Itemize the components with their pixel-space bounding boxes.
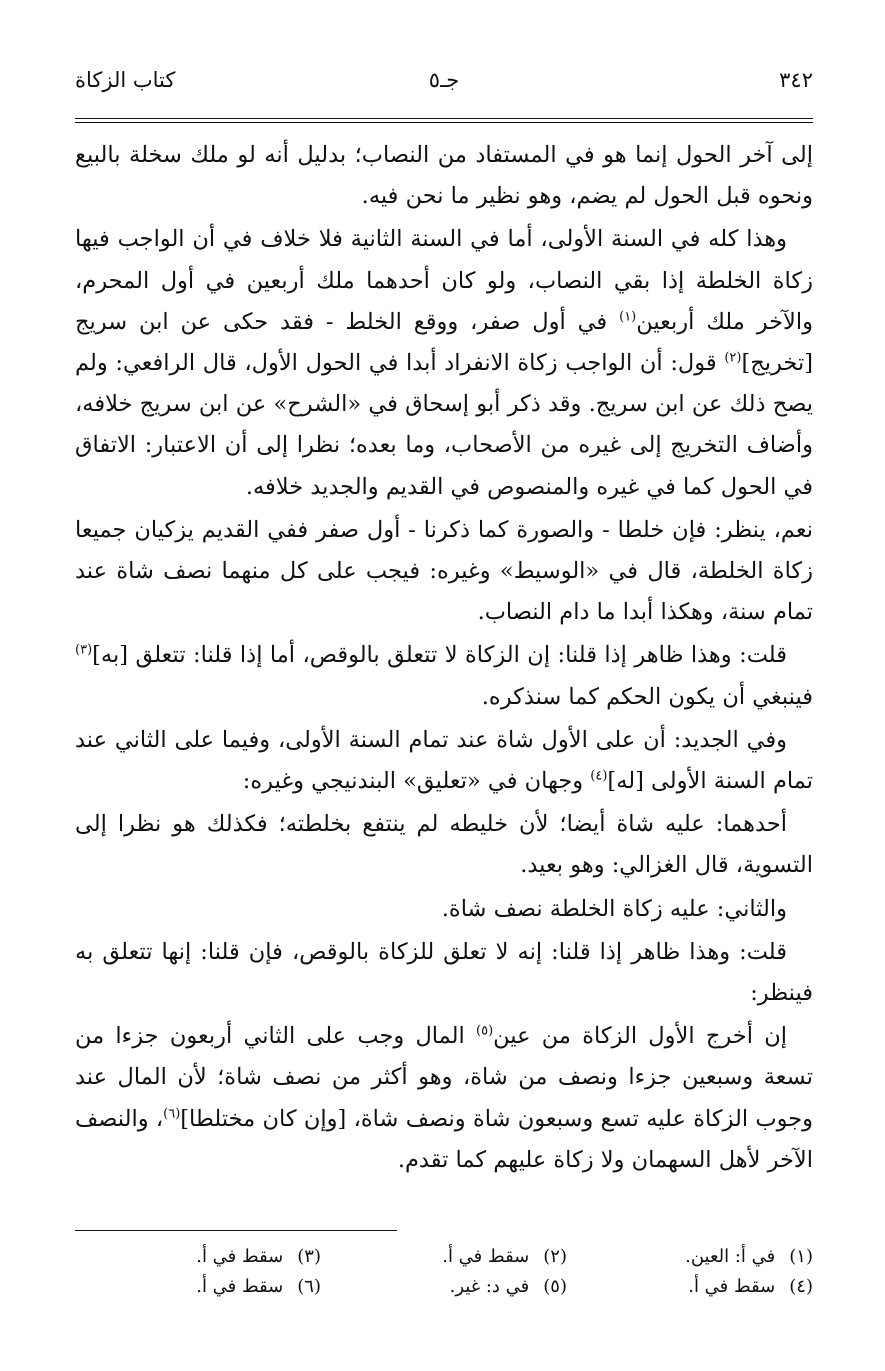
header-divider — [75, 118, 813, 119]
footnote — [321, 1242, 567, 1272]
page-number: ٣٤٢ — [779, 68, 813, 92]
header-divider-second — [75, 122, 813, 123]
paragraph — [75, 1016, 813, 1181]
text-segment: وجهان في «تعليق» البندنيجي وغيره: — [242, 768, 591, 795]
page-header — [75, 60, 813, 110]
footnote-marker: (٥) — [476, 1023, 494, 1039]
footnote — [75, 1272, 321, 1302]
text-segment: قلت: وهذا ظاهر إذا قلنا: إن الزكاة لا تتعلق بالوقص، أما إذا قلنا: تتعلق [به] — [92, 642, 787, 669]
footnote-text: في أ: العين. — [685, 1246, 776, 1267]
footnote-text: سقط في أ. — [196, 1246, 284, 1267]
footnote-number: (٦) — [297, 1276, 321, 1297]
text-segment: والثاني: عليه زكاة الخلطة نصف شاة. — [441, 895, 787, 922]
footnote — [321, 1272, 567, 1302]
footnote-number: (٤) — [789, 1276, 813, 1297]
text-segment: وفي الجديد: أن على الأول شاة عند تمام السنة الأولى، وفيما على الثاني عند تمام السنة الأولى [له] — [75, 726, 813, 795]
text-segment: نعم، ينظر: فإن خلطا - والصورة كما ذكرنا - أول صفر ففي القديم يزكيان جميعا زكاة الخلطة، قال في «الوسيط» وغيره: فيجب على كل منهما نصف شاة عند تمام سنة، وهكذا أبدا ما دام النصاب. — [75, 516, 813, 626]
text-segment: وهذا كله في السنة الأولى، أما في السنة الثانية فلا خلاف في أن الواجب فيها زكاة الخلطة إذا بقي النصاب، ولو كان أحدهما ملك أربعين في أول المحرم، والآخر ملك أربعين — [75, 226, 813, 335]
footnote-text: سقط في أ. — [442, 1246, 530, 1267]
footnote-row — [75, 1272, 813, 1302]
footnote-marker: (٣) — [75, 642, 93, 658]
footnote — [75, 1242, 321, 1272]
paragraph — [75, 932, 813, 1014]
footnote-text: في د: غير. — [449, 1276, 530, 1297]
footnote-number: (١) — [789, 1246, 813, 1267]
footnote-marker: (١) — [619, 309, 637, 325]
footnote-marker: (٦) — [163, 1106, 181, 1122]
paragraph — [75, 510, 813, 634]
footnote-divider — [75, 1230, 397, 1231]
footnote — [567, 1242, 813, 1272]
footnote-text: سقط في أ. — [688, 1276, 776, 1297]
footnote-text: سقط في أ. — [196, 1276, 284, 1297]
volume-label: جـ٥ — [428, 68, 460, 92]
footnote-marker: (٤) — [590, 768, 608, 784]
text-segment: في أول صفر، ووقع الخلط - فقد حكى عن ابن سريج [تخريج] — [75, 308, 813, 377]
text-segment: ، والنصف الآخر لأهل السهمان ولا زكاة عليهم كما تقدم. — [75, 1105, 813, 1173]
footnote-number: (٥) — [543, 1276, 567, 1297]
footnote — [567, 1272, 813, 1302]
footnotes — [75, 1242, 813, 1302]
main-text — [75, 135, 813, 1181]
footnote-row — [75, 1242, 813, 1272]
text-segment: فينبغي أن يكون الحكم كما سنذكره. — [481, 683, 813, 710]
text-segment: قلت: وهذا ظاهر إذا قلنا: إنه لا تعلق للزكاة بالوقص، فإن قلنا: إنها تتعلق به فينظر: — [75, 938, 813, 1007]
footnote-marker: (٢) — [724, 350, 742, 366]
text-segment: إلى آخر الحول إنما هو في المستفاد من النصاب؛ بدليل أنه لو ملك سخلة بالبيع ونحوه قبل الحول لم يضم، وهو نظير ما نحن فيه. — [75, 142, 813, 210]
paragraph — [75, 804, 813, 886]
paragraph — [75, 135, 813, 217]
book-page — [75, 60, 813, 1320]
footnote-number: (٢) — [543, 1246, 567, 1267]
text-segment: إن أخرج الأول الزكاة من عين — [493, 1023, 787, 1050]
book-title: كتاب الزكاة — [75, 68, 176, 92]
text-segment: المال وجب على الثاني أربعون جزءا من تسعة وسبعين جزءا ونصف من شاة، وهو أكثر من نصف شاة؛ لأن المال عند وجوب الزكاة عليه تسع وسبعون شاة ونصف شاة، [وإن كان مختلطا] — [75, 1023, 813, 1132]
footnote-number: (٣) — [297, 1246, 321, 1267]
paragraph — [75, 219, 813, 507]
text-segment: قول: أن الواجب زكاة الانفراد أبدا في الحول الأول، قال الرافعي: ولم يصح ذلك عن ابن سريج. وقد ذكر أبو إسحاق في «الشرح» عن ابن سريج خلافه، وأضاف التخريج إلى غيره من الأصحاب، وما بعده؛ نظرا إلى أن الاعتبار: الاتفاق في الحول كما في غيره والمنصوص في القديم والجديد خلافه. — [75, 350, 813, 500]
text-segment: أحدهما: عليه شاة أيضا؛ لأن خليطه لم ينتفع بخلطته؛ فكذلك هو نظرا إلى التسوية، قال الغزالي: وهو بعيد. — [75, 811, 813, 879]
paragraph — [75, 889, 813, 930]
paragraph — [75, 720, 813, 802]
paragraph — [75, 635, 813, 717]
